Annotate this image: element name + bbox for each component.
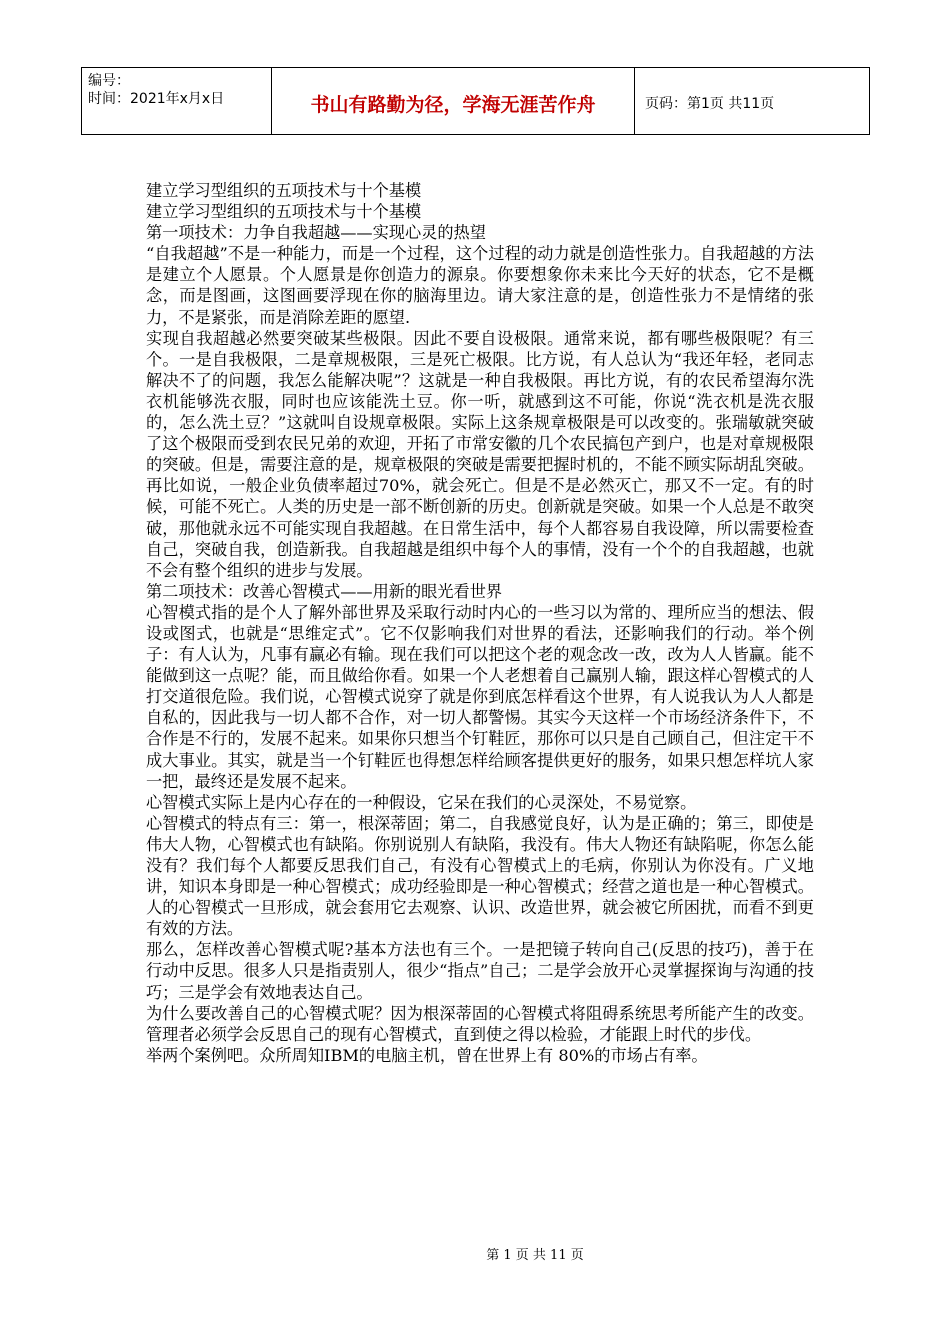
paragraph: 举两个案例吧。众所周知IBM的电脑主机，曾在世界上有 80%的市场占有率。	[146, 1045, 708, 1065]
doc-title: 建立学习型组织的五项技术与十个基模	[146, 181, 422, 200]
paragraph: 心智模式的特点有三：第一，根深蒂固；第二，自我感觉良好，认为是正确的；第三，即使是伟大人物，心智模式也有缺陷。你别说别人有缺陷，我没有。伟大人物还有缺陷呢，你怎么能没有？我们每个人都要反思我们自己，有没有心智模式上的毛病，你别认为你没有。广义地讲，知识本身即是一种心智模式；成功经验即是一种心智模式；经营之道也是一种心智模式。人的心智模式一旦形成，就会套用它去观察、认识、改造世界，就会被它所困扰，而看不到更有效的方法。	[146, 813, 814, 939]
paragraph: 为什么要改善自己的心智模式呢？因为根深蒂固的心智模式将阻碍系统思考所能产生的改变。管理者必须学会反思自己的现有心智模式，直到使之得以检验，才能跟上时代的步伐。	[146, 1003, 814, 1044]
section-heading-1: 第一项技术：力争自我超越——实现心灵的热望	[146, 223, 486, 243]
page-footer: 第 1 页 共 11 页	[486, 1248, 584, 1263]
document-header	[81, 67, 870, 135]
paragraph: “自我超越”不是一种能力，而是一个过程，这个过程的动力就是创造性张力。自我超越的方法是建立个人愿景。个人愿景是你创造力的源泉。你要想象你未来比今天好的状态，它不是概念，而是图画，这图画要浮现在你的脑海里边。请大家注意的是，创造性张力不是情绪的张力，不是紧张，而是消除差距的愿望.	[146, 244, 814, 327]
header-page-info: 页码：第1页 共11页	[645, 96, 775, 112]
header-motto: 书山有路勤为径，学海无涯苦作舟	[272, 68, 635, 134]
document-time: 时间：2021年x月x日	[88, 91, 225, 107]
paragraph: 那么，怎样改善心智模式呢?基本方法也有三个。一是把镜子转向自己(反思的技巧)，善于在行动中反思。很多人只是指责别人，很少“指点”自己；二是学会放开心灵掌握探询与沟通的技巧；三是学会有效地表达自己。	[146, 940, 814, 1002]
header-meta	[82, 68, 272, 134]
section-heading-2: 第二项技术：改善心智模式——用新的眼光看世界	[146, 581, 503, 601]
paragraph: 心智模式实际上是内心存在的一种假设，它呆在我们的心灵深处，不易觉察。	[146, 792, 697, 812]
document-number: 编号：	[88, 73, 130, 89]
document-body	[146, 180, 814, 1066]
paragraph: 实现自我超越必然要突破某些极限。因此不要自设极限。通常来说，都有哪些极限呢？有三个。一是自我极限，二是章规极限，三是死亡极限。比方说，有人总认为“我还年轻，老同志解决不了的问题，我怎么能解决呢”？这就是一种自我极限。再比方说，有的农民希望海尔洗衣机能够洗衣服，同时也应该能洗土豆。你一听，就感到这不可能，你说“洗衣机是洗衣服的，怎么洗土豆？”这就叫自设规章极限。实际上这条规章极限是可以改变的。张瑞敏就突破了这个极限而受到农民兄弟的欢迎，开拓了市常安徽的几个农民搞包产到户，也是对章规极限的突破。但是，需要注意的是，规章极限的突破是需要把握时机的，不能不顾实际胡乱突破。再比如说，一般企业负债率超过70%，就会死亡。但是不是必然灭亡，那又不一定。有的时候，可能不死亡。人类的历史是一部不断创新的历史。创新就是突破。如果一个人总是不敢突破，那他就永远不可能实现自我超越。在日常生活中，每个人都容易自我设障，所以需要检查自己，突破自我，创造新我。自我超越是组织中每个人的事情，没有一个个的自我超越，也就不会有整个组织的进步与发展。	[146, 328, 814, 580]
doc-subtitle: 建立学习型组织的五项技术与十个基模	[146, 202, 422, 222]
paragraph: 心智模式指的是个人了解外部世界及采取行动时内心的一些习以为常的、理所应当的想法、假设或图式，也就是“思维定式”。它不仅影响我们对世界的看法，还影响我们的行动。举个例子：有人认为，凡事有赢必有输。现在我们可以把这个老的观念改一改，改为人人皆赢。能不能做到这一点呢？能，而且做给你看。如果一个人老想着自己赢别人输，跟这样心智模式的人打交道很危险。我们说，心智模式说穿了就是你到底怎样看这个世界，有人说我认为人人都是自私的，因此我与一切人都不合作，对一切人都警惕。其实今天这样一个市场经济条件下，不合作是不行的，发展不起来。如果你只想当个钉鞋匠，那你可以只是自己顾自己，但注定干不成大事业。其实，就是当一个钉鞋匠也得想怎样给顾客提供更好的服务，如果只想怎样坑人家一把，最终还是发展不起来。	[146, 602, 814, 791]
